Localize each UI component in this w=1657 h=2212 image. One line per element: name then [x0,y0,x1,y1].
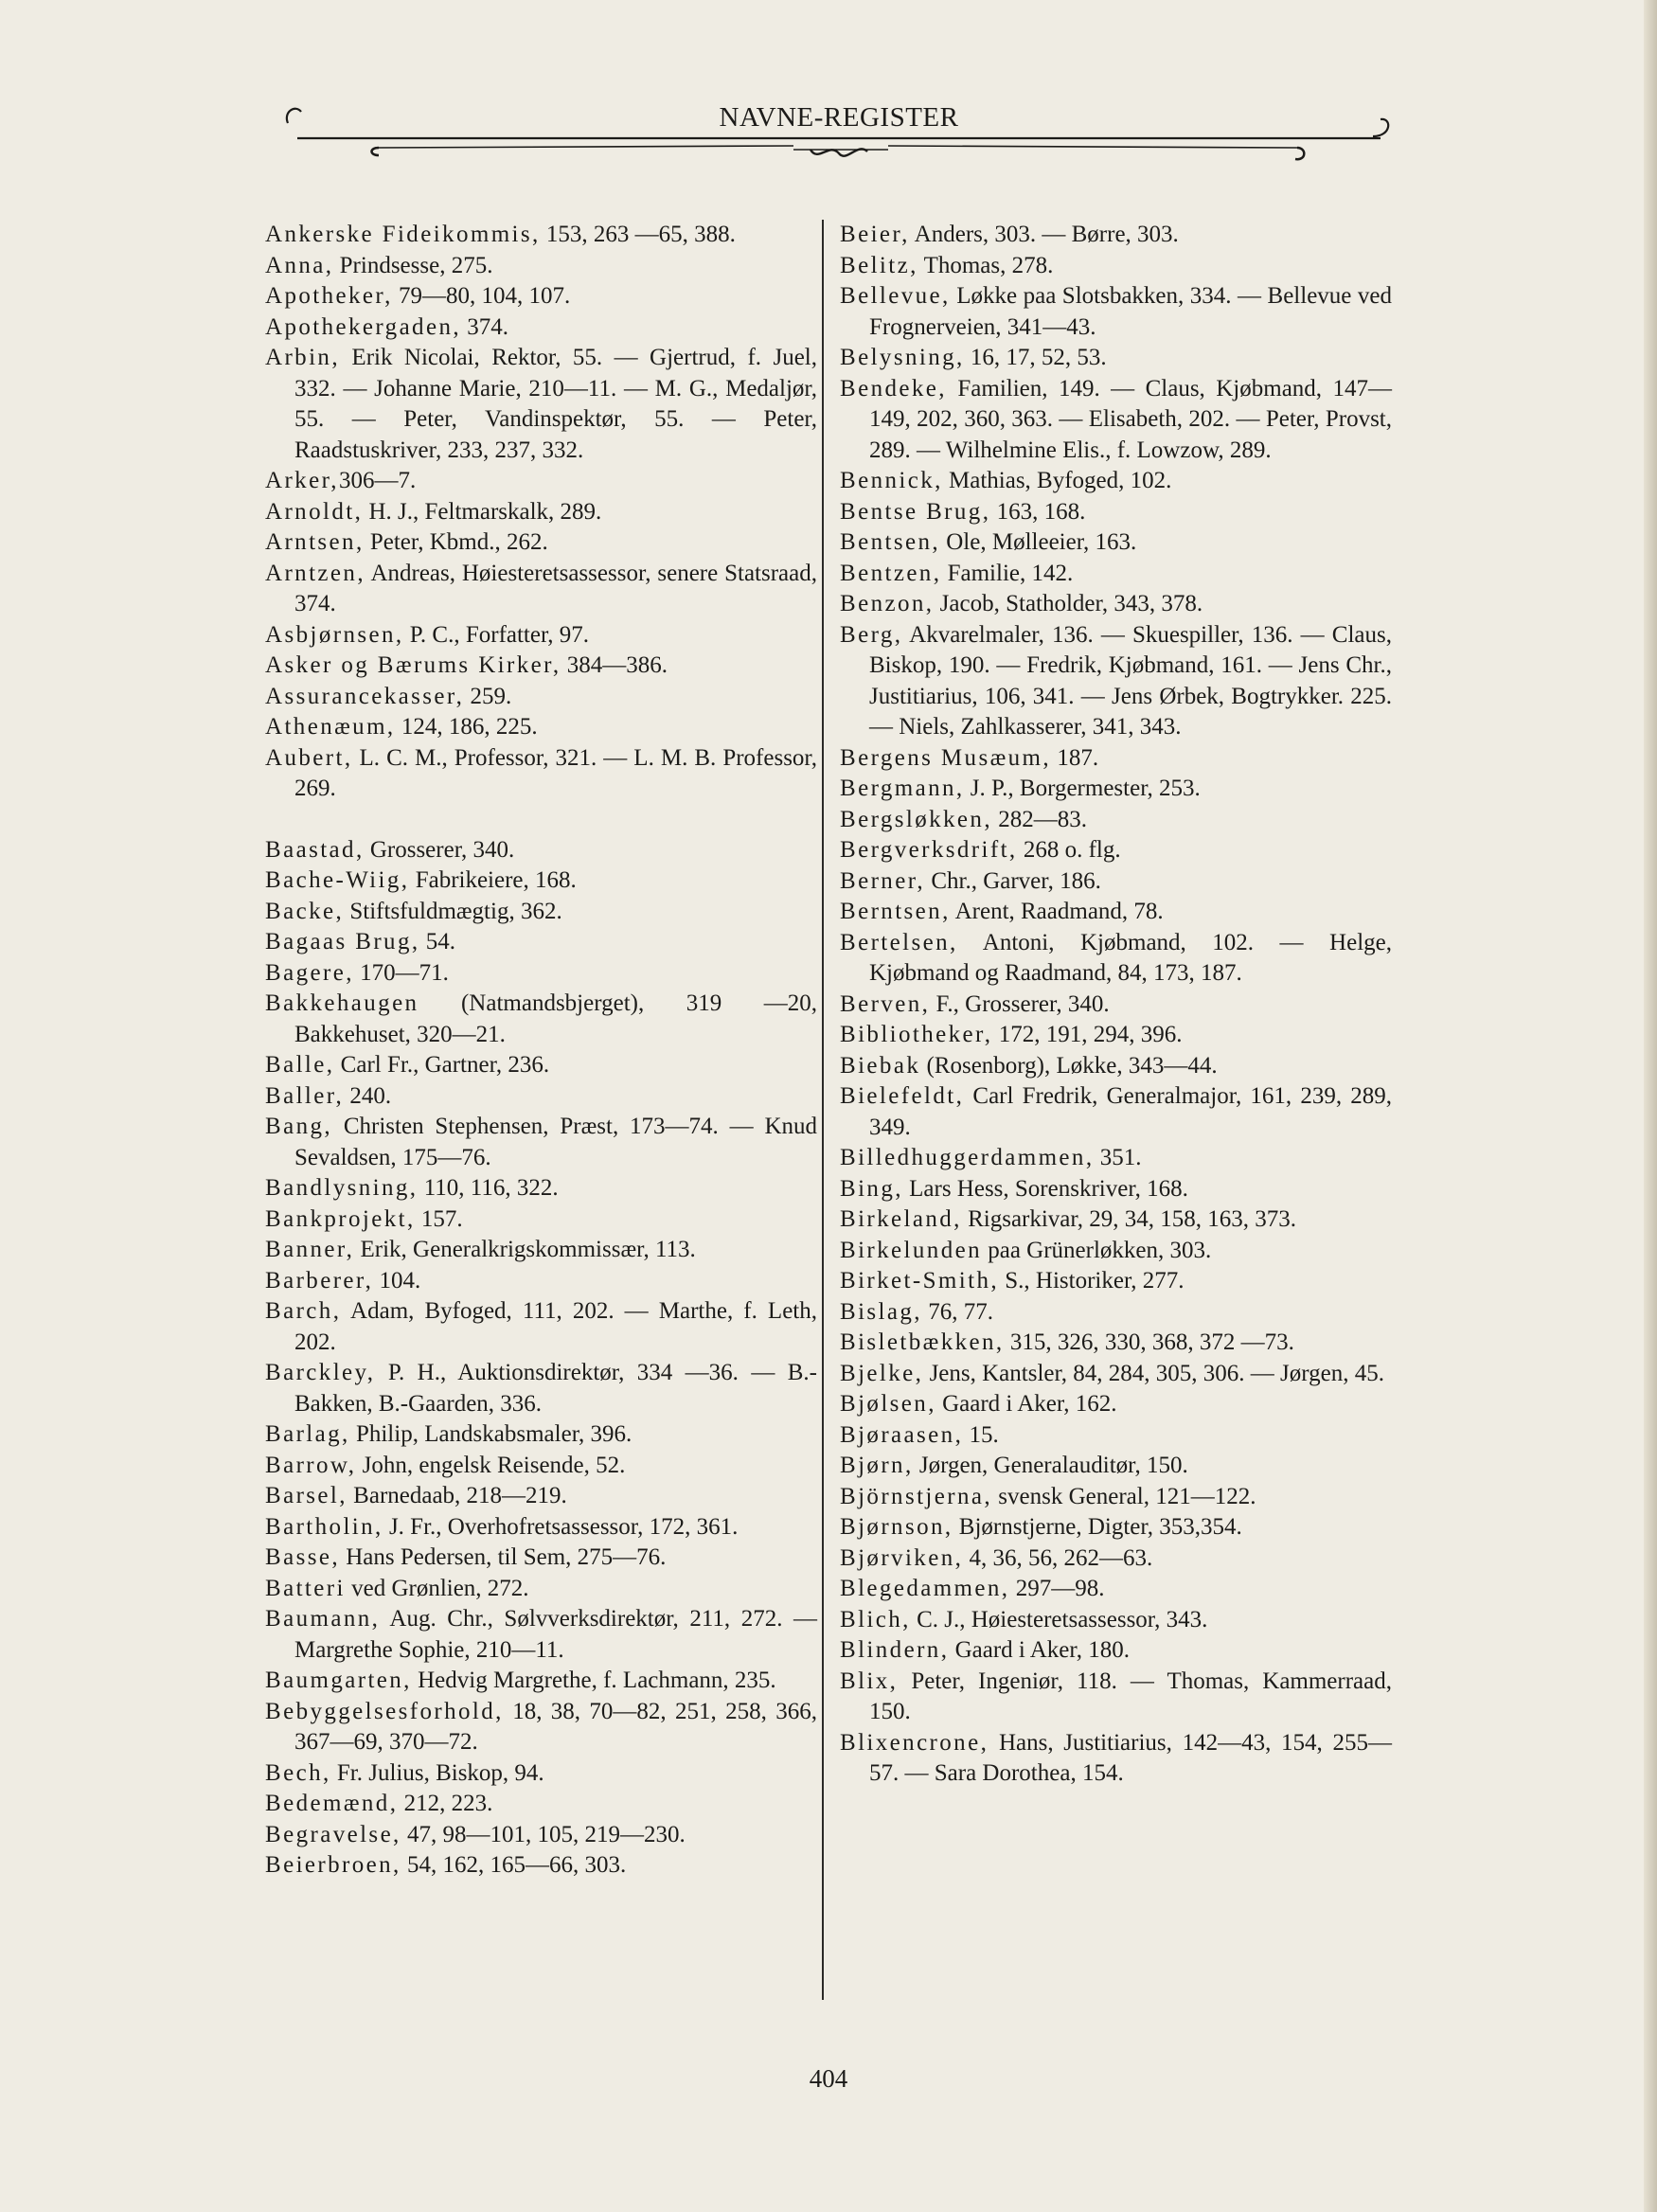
entry-headword: Apothekergaden, [265,313,462,340]
entry-references: Akvarelmaler, 136. — Skuespiller, 136. — Claus, Biskop, 190. — Fredrik, Kjøbmand, 161. — Jens Chr., Justitiarius, 106, 341. — Jens Ørbek, Bogtrykker. 225. — Niels, Zahlkasserer, 341, 343. [869,621,1392,740]
entry-headword: Bergverksdrift, [840,837,1018,863]
index-entry [265,620,817,651]
entry-references: 16, 17, 52, 53. [964,345,1107,370]
entry-headword: Bisletbækken, [840,1329,1005,1355]
index-entry [840,1728,1392,1790]
entry-headword: Bentsen, [840,529,940,555]
entry-headword: Arnoldt, [265,498,364,525]
index-entry [265,835,817,866]
entry-headword: Bentzen, [840,560,942,586]
entry-headword: Arntsen, [265,529,365,555]
index-entry [840,1605,1392,1636]
index-entry [265,1204,817,1236]
entry-references: 18, 38, 70—82, 251, 258, 366, 367—69, 370—72. [294,1698,817,1755]
entry-references: L. C. M., Professor, 321. — L. M. B. Professor, 269. [294,744,817,801]
entry-references: C. J., Høiesteretsassessor, 343. [910,1606,1208,1632]
index-entry [265,1266,817,1297]
entry-headword: Balle, [265,1052,335,1078]
entry-references: Peter, Kbmd., 262. [364,529,548,555]
entry-headword: Berven, [840,990,931,1017]
index-entry [840,343,1392,374]
index-entry [265,1358,817,1419]
entry-headword: Bibliotheker, [840,1022,993,1047]
index-entry [840,990,1392,1021]
column-divider [822,220,824,2000]
entry-references: Lars Hess, Sorenskriver, 168. [902,1175,1188,1202]
entry-headword: Ankerske Fideikommis, [265,222,541,247]
entry-headword: Bislag, [840,1298,922,1325]
index-entry [265,1481,817,1512]
entry-references: Prindsesse, 275. [333,252,493,278]
entry-headword: Bagere, [265,959,354,986]
index-entry [265,251,817,282]
index-entry [840,1635,1392,1667]
index-entry [840,1143,1392,1174]
entry-references: 212, 223. [398,1791,493,1816]
entry-references: 351. [1094,1145,1142,1170]
entry-references: 104. [373,1267,421,1293]
entry-references: 315, 326, 330, 368, 372 —73. [1004,1329,1294,1355]
index-entry [265,1296,817,1358]
index-entry [265,1758,817,1790]
entry-references: ved Grønlien, 272. [345,1575,529,1601]
entry-headword: Berg, [840,621,903,648]
entry-references: paa Grünerløkken, 303. [981,1237,1212,1263]
entry-headword: Begravelse, [265,1821,401,1847]
index-entry [265,1604,817,1666]
index-entry [265,682,817,713]
index-entry [265,1574,817,1605]
index-entry [265,220,817,251]
index-entry [840,1359,1392,1390]
entry-references: Jørgen, Generalauditør, 150. [913,1453,1188,1478]
entry-references: John, engelsk Reisende, 52. [356,1452,626,1478]
entry-references: Familie, 142. [941,560,1074,586]
entry-headword: Bjørn, [840,1453,914,1478]
entry-headword: Backe, [265,898,345,924]
entry-headword: Asbjørnsen, [265,621,404,648]
index-entry [840,559,1392,590]
entry-references: Adam, Byfoged, 111, 202. — Marthe, f. Leth, 202. [294,1298,817,1355]
entry-headword: Aubert, [265,744,353,771]
entry-references: svensk General, 121—122. [992,1483,1256,1509]
index-entry [840,1389,1392,1420]
entry-references: 240. [344,1082,392,1109]
index-entry [840,928,1392,990]
entry-headword: Athenæum, [265,714,396,740]
index-entry [840,1081,1392,1143]
index-entry [840,497,1392,528]
index-entry [265,497,817,528]
entry-references: Grosserer, 340. [364,836,515,863]
entry-references: 384—386. [561,652,668,678]
index-entry [840,1051,1392,1082]
index-entry [265,712,817,743]
entry-headword: Banner, [265,1237,355,1262]
entry-headword: Bielefeldt, [840,1083,965,1109]
index-entry [265,343,817,466]
entry-references: 297—98. [1009,1576,1105,1601]
entry-headword: Bech, [265,1759,331,1786]
entry-references: 76, 77. [921,1298,993,1325]
index-entry [265,1235,817,1266]
left-column [265,220,817,1882]
entry-references: Erik, Generalkrigskommissær, 113. [354,1237,696,1262]
entry-references: H. J., Feltmarskalk, 289. [363,498,602,525]
entry-headword: Blich, [840,1606,911,1632]
index-entry [840,897,1392,928]
entry-headword: Asker og Bærums Kirker, [265,652,561,678]
entry-references: Carl Fr., Gartner, 236. [334,1052,550,1078]
entry-headword: Bjølsen, [840,1391,936,1417]
entry-headword: Bandlysning, [265,1175,419,1201]
entry-headword: Billedhuggerdammen, [840,1145,1095,1170]
entry-references: Carl Fredrik, Generalmajor, 161, 239, 289, 349. [869,1083,1392,1140]
entry-headword: Blix, [840,1668,899,1694]
index-entry [840,1204,1392,1236]
entry-references: Aug. Chr., Sølvverksdirektør, 211, 272. — Margrethe Sophie, 210—11. [294,1606,817,1663]
index-entry [265,1512,817,1543]
entry-references: 15. [963,1421,999,1448]
entry-headword: Apotheker, [265,283,393,309]
entry-references: Antoni, Kjøbmand, 102. — Helge, Kjøbmand og Raadmand, 84, 173, 187. [869,929,1392,986]
index-entry [840,774,1392,805]
entry-headword: Bendeke, [840,375,947,401]
entry-headword: Blindern, [840,1637,950,1663]
index-entry [265,1543,817,1574]
entry-headword: Bergsløkken, [840,806,992,832]
index-entry [265,1789,817,1820]
entry-references: J. Fr., Overhofretsassessor, 172, 361. [383,1513,739,1540]
entry-headword: Bagaas Brug, [265,929,420,954]
entry-references: 163, 168. [990,498,1086,525]
index-entry [265,559,817,620]
entry-references: Løkke paa Slotsbakken, 334. — Bellevue ved Frognerveien, 341—43. [869,283,1392,340]
entry-headword: Barsel, [265,1483,347,1508]
index-entry [265,989,817,1050]
entry-headword: Basse, [265,1544,340,1570]
entry-references: 47, 98—101, 105, 219—230. [401,1821,686,1847]
entry-references: 259. [464,683,512,709]
entry-headword: Bergmann, [840,776,965,801]
index-entry [840,1236,1392,1267]
index-entry [265,1850,817,1882]
entry-headword: Batteri [265,1575,346,1601]
entry-headword: Arbin, [265,345,340,370]
entry-references: 153, 263 —65, 388. [540,222,736,247]
entry-headword: Berner, [840,867,926,894]
entry-headword: Bjørnson, [840,1514,953,1540]
entry-headword: Bedemænd, [265,1791,399,1816]
entry-headword: Birkelunden [840,1237,982,1263]
index-entry [840,220,1392,251]
entry-headword: Beierbroen, [265,1852,401,1878]
entry-headword: Bankprojekt, [265,1205,416,1232]
entry-headword: Baumgarten, [265,1668,412,1693]
entry-headword: Bellevue, [840,283,951,309]
index-entry [840,743,1392,775]
entry-references: J. P., Borgermester, 253. [964,776,1201,801]
entry-headword: Assurancekasser, [265,683,465,709]
entry-references: Ole, Mølleeier, 163. [940,529,1137,555]
index-entry [840,1297,1392,1329]
entry-references: 170—71. [353,959,449,986]
entry-references: 79—80, 104, 107. [392,283,571,309]
entry-headword: Baller, [265,1082,345,1109]
entry-headword: Birket-Smith, [840,1268,1000,1293]
running-header [282,95,1396,180]
entry-references: Fr. Julius, Biskop, 94. [330,1759,544,1786]
entry-headword: Belitz, [840,252,918,278]
entry-references: Hedvig Margrethe, f. Lachmann, 235. [411,1668,776,1693]
entry-references: Arent, Raadmand, 78. [950,899,1164,924]
index-entry [840,466,1392,497]
index-entry [840,620,1392,743]
index-entry [265,281,817,312]
entry-headword: Barlag, [265,1421,350,1447]
entry-references: Fabrikeiere, 168. [409,867,577,893]
entry-references: Erik Nicolai, Rektor, 55. — Gjertrud, f. Juel, 332. — Johanne Marie, 210—11. — M. G., Medaljør, 55. — Peter, Vandinspektør, 55. — Peter, Raadstuskriver, 233, 237, 332. [294,345,817,463]
entry-headword: Bang, [265,1114,333,1139]
entry-headword: Biebak [840,1052,921,1079]
entry-references: Philip, Landskabsmaler, 396. [349,1421,633,1447]
entry-references: Thomas, 278. [918,252,1054,278]
entry-references: Mathias, Byfoged, 102. [942,468,1172,493]
entry-headword: Bebyggelsesforhold, [265,1698,504,1724]
entry-references: 4, 36, 56, 262—63. [963,1544,1153,1571]
entry-headword: Bergens Musæum, [840,744,1052,771]
right-column [840,220,1392,1790]
index-entry [265,927,817,958]
index-entry [265,1419,817,1451]
entry-references: Gaard i Aker, 180. [949,1637,1130,1663]
index-entry [265,312,817,344]
index-entry [265,466,817,497]
entry-headword: Baumann, [265,1606,381,1632]
index-entry [840,1266,1392,1297]
entry-references: S., Historiker, 277. [999,1268,1185,1293]
entry-references: 268 o. flg. [1017,837,1121,863]
entry-references: Bjørnstjerne, Digter, 353,354. [953,1514,1242,1540]
entry-references: 282—83. [991,806,1087,832]
entry-references: 306—7. [338,468,417,493]
entry-headword: Berntsen, [840,899,951,924]
entry-references: Barnedaab, 218—219. [347,1483,567,1508]
entry-headword: Björnstjerna, [840,1483,993,1509]
index-entry [840,1451,1392,1482]
entry-headword: Bjelke, [840,1360,924,1386]
index-entry [265,865,817,897]
entry-headword: Bartholin, [265,1513,383,1540]
entry-references: Jacob, Statholder, 343, 378. [934,591,1203,616]
index-entry [840,1512,1392,1543]
entry-headword: Beier, [840,222,910,247]
entry-headword: Belysning, [840,345,965,370]
entry-headword: Blixencrone, [840,1729,989,1756]
index-entry [840,374,1392,467]
entry-references: Andreas, Høiesteretsassessor, senere Statsraad, 374. [294,560,817,616]
entry-references: Rigsarkivar, 29, 34, 158, 163, 373. [961,1206,1296,1232]
entry-headword: Bjørviken, [840,1544,964,1571]
index-entry [265,1173,817,1204]
entry-references: Hans, Justitiarius, 142—43, 154, 255—57. — Sara Dorothea, 154. [869,1729,1392,1786]
index-entry [840,1667,1392,1728]
index-entry [840,835,1392,866]
index-entry [840,805,1392,836]
entry-headword: Bakkehaugen [265,990,419,1016]
page-edge [1644,0,1657,2212]
index-entry [840,251,1392,282]
entry-references: P. C., Forfatter, 97. [403,621,590,648]
entry-references: Peter, Ingeniør, 118. — Thomas, Kammerraad, 150. [869,1668,1392,1724]
index-entry [840,1482,1392,1513]
index-entry [265,958,817,990]
index-entry [265,1112,817,1173]
index-entry [265,651,817,682]
entry-references: Hans Pedersen, til Sem, 275—76. [339,1544,667,1570]
header-title: NAVNE-REGISTER [719,102,959,133]
entry-references: 187. [1051,744,1099,771]
entry-headword: Barckley, [265,1360,376,1385]
entry-references: (Natmandsbjerget), 319 —20, Bakkehuset, 320—21. [294,990,817,1047]
entry-references: 374. [461,313,509,340]
entry-references: (Rosenborg), Løkke, 343—44. [920,1052,1218,1079]
entry-headword: Benzon, [840,591,935,616]
index-entry [840,1420,1392,1452]
index-entry [265,743,817,805]
entry-headword: Baastad, [265,836,365,863]
entry-headword: Barberer, [265,1267,374,1293]
entry-headword: Blegedammen, [840,1576,1010,1601]
index-entry [265,1697,817,1758]
entry-references: Jens, Kantsler, 84, 284, 305, 306. — Jørgen, 45. [923,1360,1385,1386]
entry-headword: Bjøraasen, [840,1421,964,1448]
entry-references: 110, 116, 322. [418,1175,559,1201]
entry-references: Stiftsfuldmægtig, 362. [344,898,562,924]
entry-references: 157. [415,1205,463,1232]
index-entry [265,1666,817,1697]
index-entry [840,1543,1392,1575]
entry-headword: Bache-Wiig, [265,867,410,893]
entry-references: P. H., Auktionsdirektør, 334 —36. — B.-Bakken, B.-Gaarden, 336. [294,1360,817,1417]
index-entry [265,1820,817,1851]
index-entry [265,1451,817,1482]
entry-references: Christen Stephensen, Præst, 173—74. — Knud Sevaldsen, 175—76. [294,1114,817,1170]
entry-headword: Bentse Brug, [840,498,991,525]
entry-headword: Anna, [265,252,334,278]
entry-references: 54, 162, 165—66, 303. [401,1852,627,1878]
entry-headword: Bing, [840,1175,903,1202]
index-entry [265,1050,817,1081]
entry-references: 124, 186, 225. [395,714,538,740]
index-entry [840,1174,1392,1205]
index-entry [840,1574,1392,1605]
index-entry [265,1081,817,1113]
entry-headword: Bertelsen, [840,929,958,955]
index-entry [265,527,817,559]
index-entry [840,589,1392,620]
entry-references: Gaard i Aker, 162. [935,1391,1117,1417]
index-entry [840,1020,1392,1051]
entry-references: 172, 191, 294, 396. [992,1022,1183,1047]
entry-references: Chr., Garver, 186. [925,867,1101,894]
entry-references: F., Grosserer, 340. [930,990,1110,1017]
entry-references: Anders, 303. — Børre, 303. [909,222,1179,247]
page-number: 404 [809,2064,848,2093]
entry-references: Familien, 149. — Claus, Kjøbmand, 147—149, 202, 360, 363. — Elisabeth, 202. — Peter, Provst, 289. — Wilhelmine Elis., f. Lowzow, 289. [869,375,1392,463]
entry-headword: Barch, [265,1298,342,1324]
index-entry [840,527,1392,559]
entry-references: 54. [419,929,455,954]
entry-headword: Bennick, [840,468,943,493]
entry-headword: Barrow, [265,1452,357,1478]
entry-headword: Arntzen, [265,560,365,586]
index-entry [840,866,1392,898]
index-entry [265,897,817,928]
index-entry [840,281,1392,343]
entry-headword: Arker, [265,468,339,493]
entry-headword: Birkeland, [840,1206,962,1232]
index-entry [840,1328,1392,1359]
